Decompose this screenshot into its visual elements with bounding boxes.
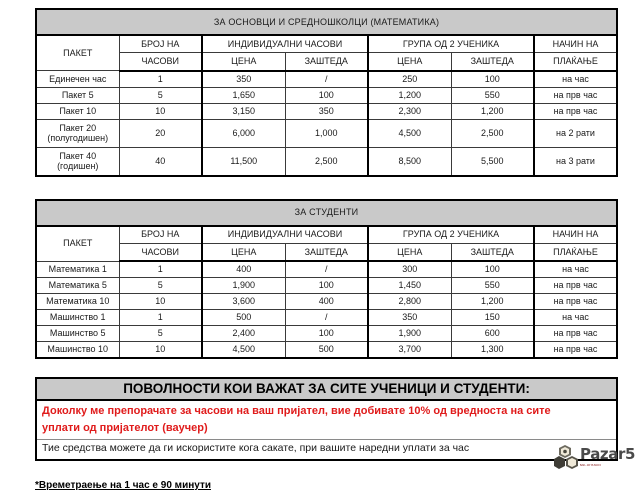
cell-hours: 40 [119, 147, 202, 176]
cell-pair-price: 2,300 [368, 103, 451, 119]
cell-individual-price: 500 [202, 310, 285, 326]
cell-hours: 20 [119, 119, 202, 147]
header-individual-price: ЦЕНА [202, 53, 285, 71]
cell-individual-price: 3,150 [202, 103, 285, 119]
header-pair-price: ЦЕНА [368, 53, 451, 71]
cell-individual-saving: / [285, 261, 368, 278]
table-row [36, 103, 617, 119]
cell-pair-saving: 150 [451, 310, 534, 326]
logo-tagline: мк-огласи [580, 462, 601, 467]
cell-individual-saving: 100 [285, 326, 368, 342]
cell-payment: на час [534, 71, 617, 88]
cell-pair-price: 1,450 [368, 278, 451, 294]
cell-package: Математика 5 [36, 278, 119, 294]
promo-title: ПОВОЛНОСТИ КОИ ВАЖАТ ЗА СИТЕ УЧЕНИЦИ И СТУДЕНТИ: [37, 379, 616, 401]
cell-individual-price: 3,600 [202, 294, 285, 310]
table-header-row-top [36, 226, 617, 244]
cell-package: Пакет 5 [36, 87, 119, 103]
header-payment-line1: НАЧИН НА [534, 35, 617, 53]
cell-individual-saving: 350 [285, 103, 368, 119]
cell-individual-price: 11,500 [202, 147, 285, 176]
promo-red-line-2: уплати од пријателот (ваучер) [42, 422, 208, 434]
cell-individual-saving: / [285, 71, 368, 88]
cell-package: Математика 10 [36, 294, 119, 310]
cell-pair-price: 4,500 [368, 119, 451, 147]
table-row [36, 278, 617, 294]
cell-package: Математика 1 [36, 261, 119, 278]
pazar5-logo [554, 444, 635, 476]
header-individual-price: ЦЕНА [202, 243, 285, 261]
table-band-row [36, 200, 617, 226]
table-row [36, 310, 617, 326]
table-row [36, 294, 617, 310]
cell-pair-price: 3,700 [368, 342, 451, 359]
promo-red-line-1: Доколку ме препорачате за часови на ваш пријател, вие добивате 10% од вредноста на сите [42, 405, 551, 417]
cell-pair-saving: 550 [451, 87, 534, 103]
students-price-table [35, 199, 618, 360]
cell-pair-price: 1,200 [368, 87, 451, 103]
cell-pair-saving: 100 [451, 261, 534, 278]
cell-hours: 1 [119, 261, 202, 278]
cell-payment: на прв час [534, 278, 617, 294]
cell-individual-saving: 100 [285, 87, 368, 103]
table-spacer-1 [35, 177, 618, 199]
table-header-row-top [36, 35, 617, 53]
cell-hours: 5 [119, 87, 202, 103]
cell-package: Пакет 10 [36, 103, 119, 119]
cell-pair-saving: 100 [451, 71, 534, 88]
table-row [36, 147, 617, 176]
header-individual-group: ИНДИВИДУАЛНИ ЧАСОВИ [202, 226, 368, 244]
cell-payment: на 2 рати [534, 119, 617, 147]
header-pair-price: ЦЕНА [368, 243, 451, 261]
cell-individual-price: 1,900 [202, 278, 285, 294]
cell-individual-price: 2,400 [202, 326, 285, 342]
cell-individual-saving: 400 [285, 294, 368, 310]
cell-individual-saving: 1,000 [285, 119, 368, 147]
cell-pair-saving: 550 [451, 278, 534, 294]
cell-payment: на 3 рати [534, 147, 617, 176]
cell-individual-saving: 100 [285, 278, 368, 294]
pupils-price-table [35, 8, 618, 177]
header-individual-group: ИНДИВИДУАЛНИ ЧАСОВИ [202, 35, 368, 53]
cell-individual-saving: 2,500 [285, 147, 368, 176]
cell-hours: 10 [119, 342, 202, 359]
cell-payment: на прв час [534, 103, 617, 119]
header-hours-line2: ЧАСОВИ [119, 53, 202, 71]
table-header-row-bottom [36, 243, 617, 261]
table-row [36, 326, 617, 342]
cell-pair-saving: 1,200 [451, 294, 534, 310]
pupils-table-title: ЗА ОСНОВЦИ И СРЕДНОШКОЛЦИ (МАТЕМАТИКА) [36, 9, 617, 35]
cell-pair-price: 250 [368, 71, 451, 88]
logo-wordmark: Pazar5 [580, 445, 635, 463]
cell-individual-price: 6,000 [202, 119, 285, 147]
cell-pair-saving: 1,200 [451, 103, 534, 119]
header-package: ПАКЕТ [36, 35, 119, 71]
table-row [36, 87, 617, 103]
cell-individual-price: 350 [202, 71, 285, 88]
header-pair-group: ГРУПА ОД 2 УЧЕНИКА [368, 226, 534, 244]
header-payment-line1: НАЧИН НА [534, 226, 617, 244]
header-hours-line1: БРОЈ НА [119, 35, 202, 53]
cell-package: Машинство 5 [36, 326, 119, 342]
students-table-title: ЗА СТУДЕНТИ [36, 200, 617, 226]
promo-highlight-text [37, 401, 616, 439]
cell-pair-price: 350 [368, 310, 451, 326]
cell-payment: на прв час [534, 326, 617, 342]
cell-individual-price: 1,650 [202, 87, 285, 103]
cell-individual-price: 4,500 [202, 342, 285, 359]
cell-hours: 5 [119, 278, 202, 294]
promo-note-text: Тие средства можете да ги искористите кога сакате, при вашите наредни уплати за час [37, 439, 616, 459]
cell-pair-price: 8,500 [368, 147, 451, 176]
cell-package: Машинство 10 [36, 342, 119, 359]
cell-pair-saving: 600 [451, 326, 534, 342]
cell-package: Пакет 40 (годишен) [36, 147, 119, 176]
table-row [36, 261, 617, 278]
cell-payment: на прв час [534, 342, 617, 359]
table-band-row [36, 9, 617, 35]
table-row [36, 342, 617, 359]
pazar5-emblem-icon [554, 444, 578, 470]
header-pair-saving: ЗАШТЕДА [451, 53, 534, 71]
cell-pair-price: 300 [368, 261, 451, 278]
cell-pair-saving: 2,500 [451, 119, 534, 147]
cell-pair-price: 2,800 [368, 294, 451, 310]
cell-hours: 5 [119, 326, 202, 342]
footnote-duration: *Времетраење на 1 час е 90 минути [35, 480, 211, 491]
cell-package: Машинство 1 [36, 310, 119, 326]
cell-hours: 10 [119, 103, 202, 119]
table-header-row-bottom [36, 53, 617, 71]
promo-box [35, 377, 618, 461]
cell-package: Единечен час [36, 71, 119, 88]
header-payment-line2: ПЛАЌАЊЕ [534, 243, 617, 261]
header-package: ПАКЕТ [36, 226, 119, 262]
cell-individual-saving: 500 [285, 342, 368, 359]
cell-package: Пакет 20 (полугодишен) [36, 119, 119, 147]
table-row [36, 71, 617, 88]
cell-payment: на прв час [534, 87, 617, 103]
cell-pair-saving: 1,300 [451, 342, 534, 359]
header-individual-saving: ЗАШТЕДА [285, 53, 368, 71]
cell-individual-saving: / [285, 310, 368, 326]
cell-pair-saving: 5,500 [451, 147, 534, 176]
header-payment-line2: ПЛАЌАЊЕ [534, 53, 617, 71]
cell-pair-price: 1,900 [368, 326, 451, 342]
cell-individual-price: 400 [202, 261, 285, 278]
header-pair-group: ГРУПА ОД 2 УЧЕНИКА [368, 35, 534, 53]
cell-payment: на прв час [534, 294, 617, 310]
cell-payment: на час [534, 261, 617, 278]
table-row [36, 119, 617, 147]
pupils-table-body [36, 71, 617, 176]
header-pair-saving: ЗАШТЕДА [451, 243, 534, 261]
students-table-body [36, 261, 617, 358]
pricing-sheet [35, 8, 618, 491]
cell-hours: 10 [119, 294, 202, 310]
cell-hours: 1 [119, 310, 202, 326]
header-hours-line1: БРОЈ НА [119, 226, 202, 244]
cell-payment: на час [534, 310, 617, 326]
table-spacer-2 [35, 359, 618, 377]
cell-hours: 1 [119, 71, 202, 88]
header-individual-saving: ЗАШТЕДА [285, 243, 368, 261]
header-hours-line2: ЧАСОВИ [119, 243, 202, 261]
